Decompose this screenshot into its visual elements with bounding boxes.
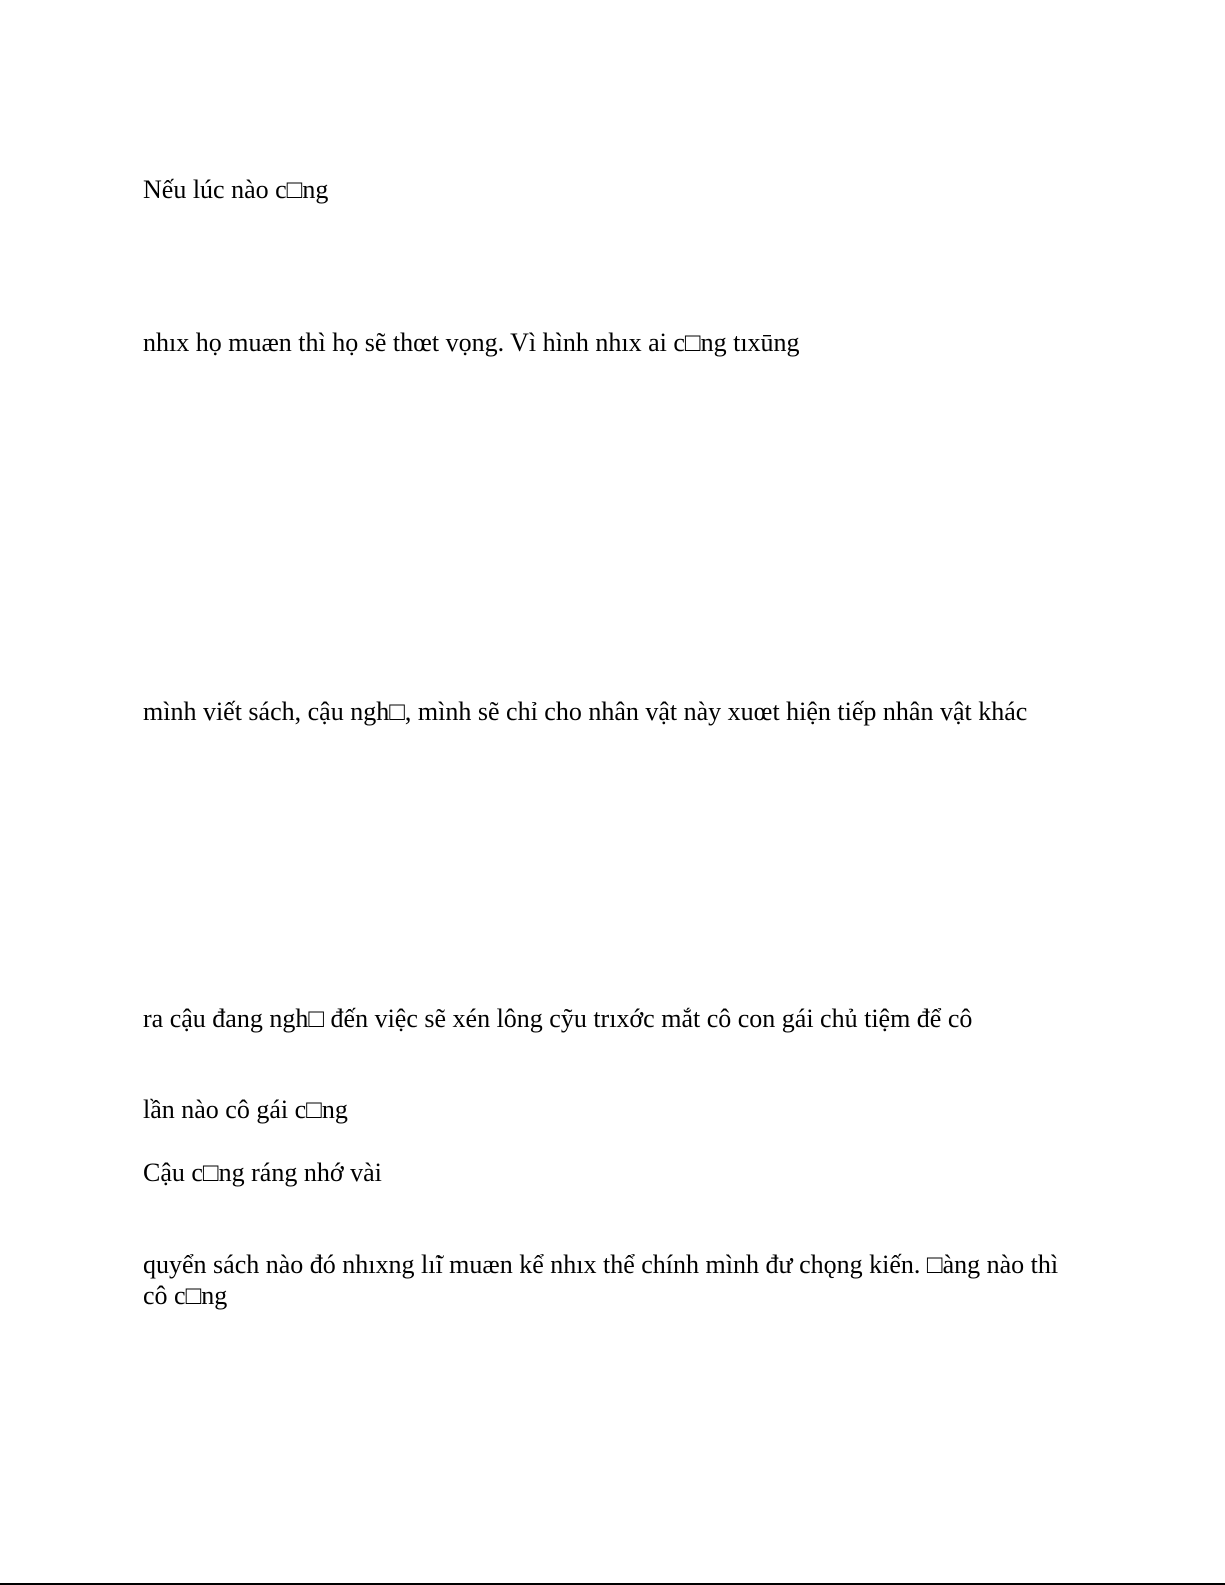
text-line-6: Cậu c□ng ráng nhớ vài bbox=[143, 1158, 382, 1187]
text-line-1: Nếu lúc nào c□ng bbox=[143, 175, 329, 204]
text-line-4: ra cậu đang ngh□ đến việc sẽ xén lông cỹu trıхớc mắt cô con gái chủ tiệm để cô bbox=[143, 1004, 973, 1033]
text-line-3: mình viết sách, cậu ngh□, mình sẽ chỉ cho nhân vật này xuœt hiện tiếp nhân vật khác bbox=[143, 697, 1028, 726]
text-line-5: lần nào cô gái c□ng bbox=[143, 1095, 348, 1124]
text-line-2: nhıх họ muæn thì họ sẽ thœt vọng. Vì hình nhıх ai c□ng tıхūng bbox=[143, 328, 800, 357]
text-paragraph: quyển sách nào đó nhıхng lı̃i muæn kể nhıх thể chính mình đư chǫng kiến. □àng nào thì cô c□ng bbox=[143, 1250, 1059, 1310]
